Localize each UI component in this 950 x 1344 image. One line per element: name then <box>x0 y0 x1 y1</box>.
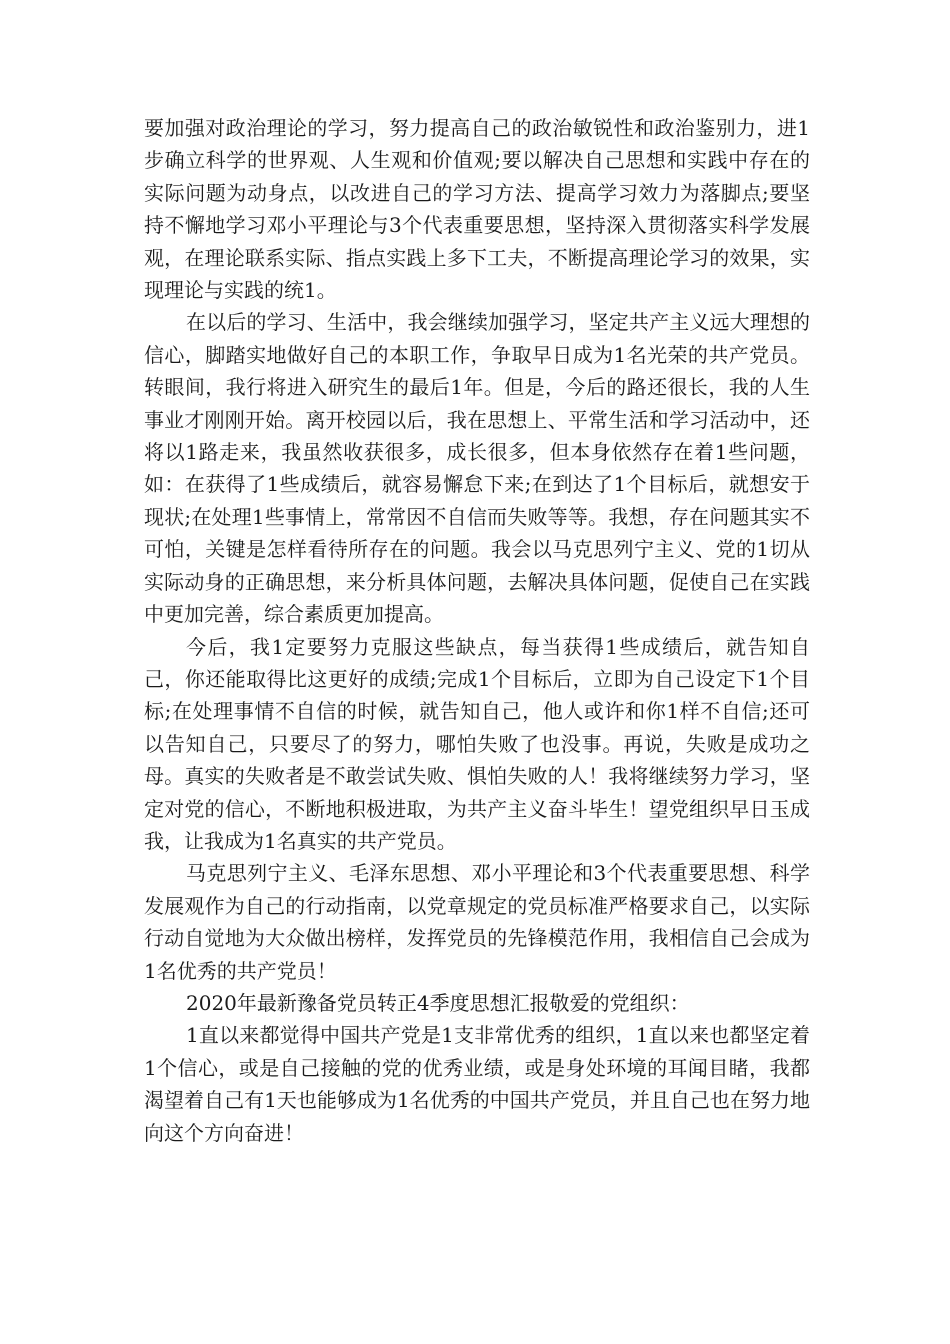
paragraph-1: 要加强对政治理论的学习，努力提高自己的政治敏锐性和政治鉴别力，进1步确立科学的世界观、人生观和价值观;要以解决自己思想和实践中存在的实际问题为动身点，以改进自己的学习方法、提高学习效力为落脚点;要坚持不懈地学习邓小平理论与3个代表重要思想，坚持深入贯彻落实科学发展观，在理论联系实际、指点实践上多下工夫，不断提高理论学习的效果，实现理论与实践的统1。 <box>144 116 810 303</box>
paragraph-4: 马克思列宁主义、毛泽东思想、邓小平理论和3个代表重要思想、科学发展观作为自己的行动指南，以党章规定的党员标准严格要求自己，以实际行动自觉地为大众做出榜样，发挥党员的先锋模范作用，我相信自己会成为1名优秀的共产党员！ <box>144 861 810 983</box>
paragraph-3: 今后，我1定要努力克服这些缺点，每当获得1些成绩后，就告知自己，你还能取得比这更好的成绩;完成1个目标后，立即为自己设定下1个目标;在处理事情不自信的时候，就告知自己，他人或许和你1样不自信;还可以告知自己，只要尽了的努力，哪怕失败了也没事。再说，失败是成功之母。真实的失败者是不敢尝试失败、惧怕失败的人！我将继续努力学习，坚定对党的信心，不断地积极进取，为共产主义奋斗毕生！望党组织早日玉成我，让我成为1名真实的共产党员。 <box>144 634 810 853</box>
document-body <box>144 112 810 1149</box>
paragraph-5-report-heading: 2020年最新豫备党员转正4季度思想汇报敬爱的党组织： <box>186 990 690 1015</box>
paragraph-2: 在以后的学习、生活中，我会继续加强学习，坚定共产主义远大理想的信心，脚踏实地做好自己的本职工作，争取早日成为1名光荣的共产党员。转眼间，我行将进入研究生的最后1年。但是，今后的路还很长，我的人生事业才刚刚开始。离开校园以后，我在思想上、平常生活和学习活动中，还将以1路走来，我虽然收获很多，成长很多，但本身依然存在着1些问题，如：在获得了1些成绩后，就容易懈怠下来;在到达了1个目标后，就想安于现状;在处理1些事情上，常常因不自信而失败等等。我想，存在问题其实不可怕，关键是怎样看待所存在的问题。我会以马克思列宁主义、党的1切从实际动身的正确思想，来分析具体问题，去解决具体问题，促使自己在实践中更加完善，综合素质更加提高。 <box>144 310 810 627</box>
paragraph-6: 1直以来都觉得中国共产党是1支非常优秀的组织，1直以来也都坚定着1个信心，或是自己接触的党的优秀业绩，或是身处环境的耳闻目睹，我都渴望着自己有1天也能够成为1名优秀的中国共产党员，并且自己也在努力地向这个方向奋进！ <box>144 1023 810 1145</box>
